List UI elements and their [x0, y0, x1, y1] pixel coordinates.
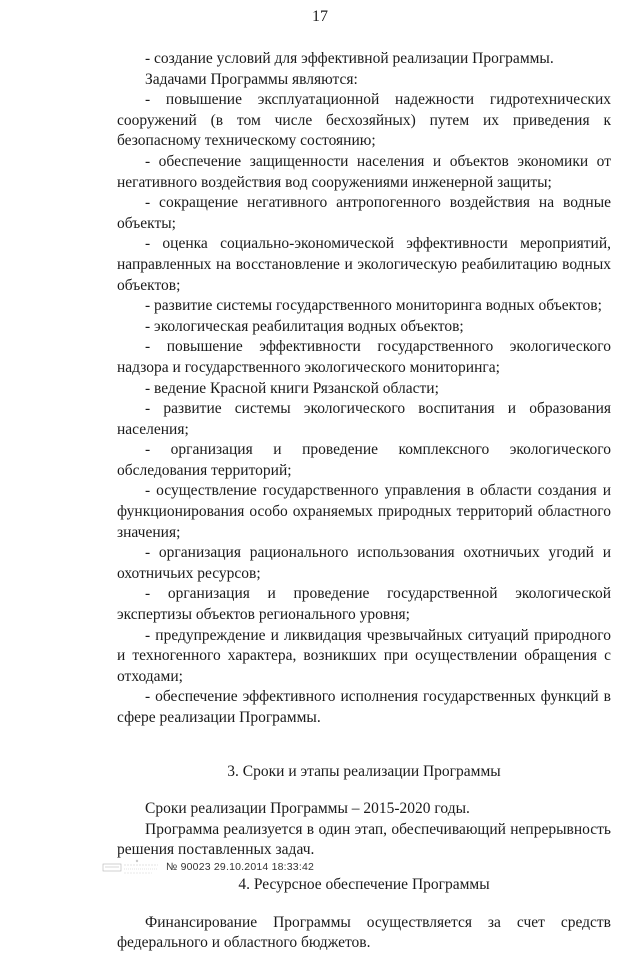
paragraph: - создание условий для эффективной реализации Программы.: [145, 50, 554, 67]
paragraph: - организация и проведение комплексного экологического обследования территорий;: [117, 441, 611, 479]
document-body: [117, 49, 611, 954]
section-heading: 3. Сроки и этапы реализации Программы: [227, 762, 501, 780]
registration-stamp-icon: [102, 858, 160, 876]
paragraph: - оценка социально-экономической эффективности мероприятий, направленных на восстановление и экологическую реабилитацию водных объектов;: [117, 235, 611, 294]
registration-number: № 90023 29.10.2014 18:33:42: [166, 861, 315, 873]
paragraph: - предупреждение и ликвидация чрезвычайных ситуаций природного и техногенного характера, возникших при осуществлении обращения с отходами;: [117, 626, 611, 685]
paragraph: - обеспечение защищенности населения и объектов экономики от негативного воздействия вод сооружениями инженерной защиты;: [117, 152, 611, 191]
paragraph: - обеспечение эффективного исполнения государственных функций в сфере реализации Программы.: [117, 688, 611, 726]
paragraph: - ведение Красной книги Рязанской области;: [145, 379, 439, 397]
paragraph: Программа реализуется в один этап, обеспечивающий непрерывность решения поставленных задач.: [117, 820, 611, 859]
section-heading: 4. Ресурсное обеспечение Программы: [238, 875, 490, 893]
paragraph: Сроки реализации Программы – 2015-2020 годы.: [145, 800, 470, 818]
paragraph: - организация рационального использования охотничьих угодий и охотничьих ресурсов;: [117, 544, 611, 582]
paragraph: - развитие системы экологического воспитания и образования населения;: [117, 400, 611, 438]
paragraph: - повышение эффективности государственного экологического надзора и государственного экологического мониторинга;: [117, 338, 611, 376]
paragraph: Задачами Программы являются:: [145, 70, 358, 88]
paragraph: - развитие системы государственного мониторинга водных объектов;: [145, 297, 602, 315]
paragraph: - осуществление государственного управления в области создания и функционирования особо охраняемых природных территорий областного значения;: [117, 482, 611, 541]
paragraph: - сокращение негативного антропогенного воздействия на водные объекты;: [117, 194, 611, 232]
paragraph: Финансирование Программы осуществляется за счет средств федерального и областного бюджетов.: [117, 913, 611, 952]
page-number: 17: [312, 8, 328, 25]
paragraph: - повышение эксплуатационной надежности гидротехнических сооружений (в том числе бесхозяйных) путем их приведения к безопасному техническому состоянию;: [117, 91, 611, 150]
paragraph: - организация и проведение государственной экологической экспертизы объектов регионального уровня;: [117, 585, 611, 624]
paragraph: - экологическая реабилитация водных объектов;: [145, 317, 464, 335]
registration-footer: [102, 858, 314, 876]
